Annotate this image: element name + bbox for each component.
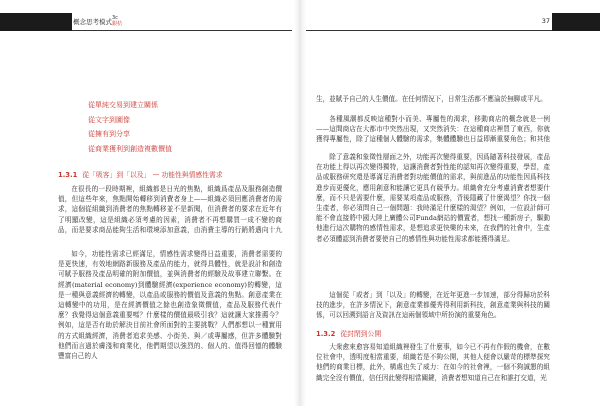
- section-list: [88, 98, 172, 156]
- section-list-item: 從商業獲利到創造複數價值: [88, 144, 172, 153]
- body-paragraph: 生，並賦予自己的人生價值。在任何情況下，日常生活都不應淪於無聊或平凡。: [316, 95, 547, 103]
- section-heading-1-3-2: [316, 328, 381, 338]
- book-title: 概念思考模式: [73, 18, 112, 26]
- body-paragraph: 這個從「或者」到「以及」的轉變，在近年更進一步加速，部分得歸功於科技的進步，在許多情況下，創意產業都優秀得利用新科技，創意產業與科技的關係，可以回溯到語言及資訊在這兩個領域中所扮演的重要角色。: [316, 291, 550, 320]
- header-rule: [72, 30, 292, 31]
- body-paragraph: 各種風潮都反映這種對小而美、專屬性的渴求，移動商店的概念就是一例——這間商店在大都市中突然出現，又突然消失：在這種商店裡買了東西，你就獲得專屬性，除了這種個人體驗的需求，集體體驗也日益即漸重要角色；和其他: [316, 115, 550, 144]
- section-title: 從「吸客」到「以及」 — 功能性與情感性需求: [82, 171, 223, 179]
- section-heading-1-3-1: [58, 169, 223, 179]
- section-number: 1.3.1: [58, 171, 78, 179]
- section-list-item: 從擁有到分享: [88, 130, 130, 139]
- body-paragraph: 大衆愈來愈容易知道組織裡發生了什麼事，如今已不再有作假的機會，在數位社會中，透明度相當重要，組織若是不夠公開，其他人便會以嚴苛的標準探究他們的商業目標，此外，構處也失了威力：在如今的社會裡，一個不夠誠懇的組織完全沒有價值，信任因此變得相當關鍵，消費者想知道自己在和誰打交道，光: [316, 343, 550, 382]
- page-number: 37: [541, 17, 550, 25]
- section-title: 從封閉到公開: [340, 330, 382, 338]
- chapter-number: 3c: [112, 15, 118, 21]
- section-list-item: 從單純交易到建立關係: [88, 101, 158, 109]
- body-paragraph: 如今，功能性需求已經滿足，情感性需求變得日益重要，消費者需要的是更快速，有效地網路新服務及產品的能力，就得具體性，就是設計和創造可賦予服務及產品明確的附加價值，並與消費者的經驗及故事建立聯繫。在經濟(material economy)到體驗經濟(experience economy)的轉變，這是一種與意義經濟的轉變，以產品或服務的價值及意義的焦點。創意產業在這轉變中的功用，是在經濟價值之餘也創造象徵價值，產品及服務代表什麼？我覺得這個意義重要嗎？什麼樣的價值最吸引我？這就讓大家推薦今？例如，這是否有助於解決目前社會所面對的主要挑戰？人們都想以一種實用的方式組織經濟，消費者追求美感、小街美、與／或專屬感，但許多體驗對他們而言過於膚淺和商業化，他們期望以強烈的、個人的、值得回憶的體驗豐富自己的人: [58, 250, 282, 361]
- header-black-bar: [0, 13, 72, 31]
- section-number: 1.3.2: [316, 330, 336, 338]
- chapter-marker: [112, 15, 122, 28]
- header-rule: [306, 30, 552, 31]
- section-list-item: 從文字到圖像: [88, 115, 130, 124]
- header-black-bar: [552, 13, 600, 31]
- right-page: [300, 0, 600, 406]
- left-page-header: [0, 13, 292, 39]
- body-paragraph: 除了意義和象徵性層面之外，功能再次變得重要，因爲隨著科技發展，產品在功能上得以再次變得獨特，這讓消費者對性能的認知再次變得重要，學習，產品或服務研究還是導滿足消費者對功能價值的需求，與前進品的功能性因爲科技進步而更優化，應用創意和能讓它更具有競爭力。組織會充分考慮消費者想要什麼，而不只是需要什麼，需要某項產品或服務，背後隱藏了什麼渴望？你找一個生產者，你必須問自己一個問題：我時滿足什麼樣的渴望？例如，一位設計師可能不會直接將中國大陸上廣體公司Funda網站的價置者，想找一種新房子，驅動他進行這次購物的感情性需求，是想追求更快樂的未來，在我們的社會中，生產者必須體認到消費者要使自己的感情性與功能性需求都能獲得滿足。: [316, 153, 550, 243]
- right-page-header: [306, 13, 600, 39]
- body-paragraph: 在很長的一段時期裡，組織都是日光的焦點，組織爲產品及服務創造價值，但這些年來，焦點開始轉移到消費者身上——組織必須回應消費者的需求，這個從組織到消費者的焦點轉移並不是新聞，但消費者的要求在近年有了明顯改變，這是組織必須考慮的因素，消費者不再想購買一成不變的商品，而是要求商品能夠生活和環境添加意義，由消費主導的行銷將邁向十九: [58, 185, 282, 234]
- chapter-label: 銀桔: [112, 21, 123, 28]
